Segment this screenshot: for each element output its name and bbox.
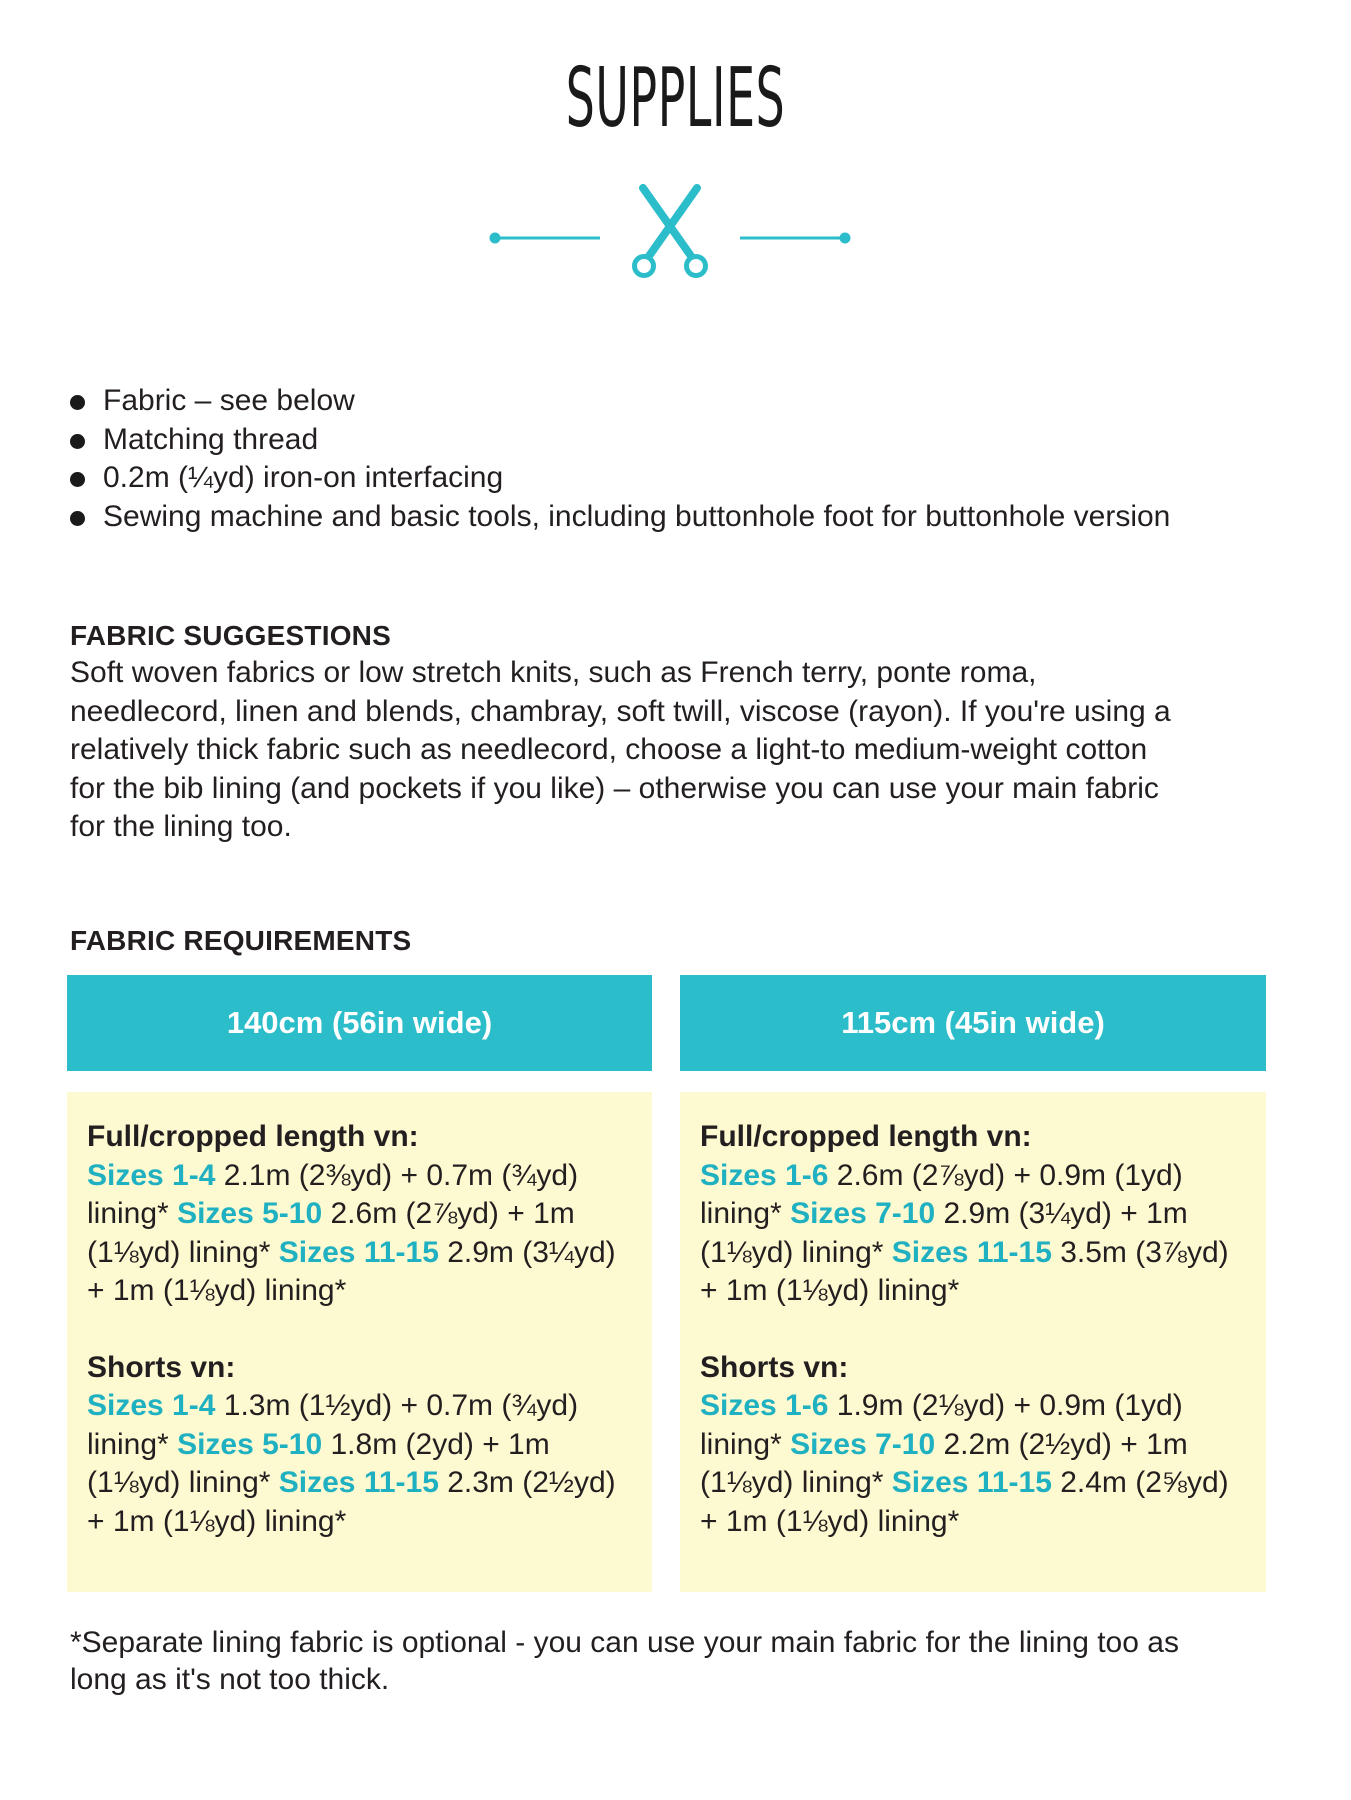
list-item-text: Fabric – see below	[103, 384, 355, 417]
divider-left-line	[490, 233, 601, 244]
requirements-box-140cm	[67, 1092, 652, 1592]
size-label: Sizes 11-15	[278, 1466, 439, 1499]
requirement-line	[87, 1195, 630, 1234]
requirement-text: 3.5m (3⅞yd)	[1051, 1235, 1229, 1269]
requirement-text: lining*	[700, 1197, 791, 1230]
requirement-line	[700, 1157, 1244, 1196]
requirement-text: + 1m (1⅛yd) lining*	[700, 1504, 960, 1538]
size-label: Sizes 5-10	[177, 1427, 323, 1461]
bullet-icon	[70, 472, 85, 487]
size-label: Sizes 1-6	[700, 1389, 829, 1422]
requirement-line	[700, 1464, 1244, 1503]
page-title: SUPPLIES	[565, 51, 786, 146]
requirement-text: + 1m (1⅛yd) lining*	[87, 1504, 347, 1538]
requirement-line	[700, 1272, 1244, 1311]
requirement-text: 2.4m (2⅝yd)	[1051, 1466, 1229, 1499]
list-item-text: Sewing machine and basic tools, including buttonhole foot for buttonhole version	[103, 499, 1171, 533]
requirement-text: lining*	[700, 1427, 791, 1461]
fabric-requirements-heading: FABRIC REQUIREMENTS	[70, 925, 412, 956]
requirement-text: (1⅛yd) lining*	[700, 1235, 892, 1269]
list-item	[70, 498, 1170, 537]
requirement-line	[700, 1234, 1244, 1273]
requirement-text: (1⅛yd) lining*	[87, 1235, 279, 1269]
requirement-text: lining*	[87, 1197, 178, 1230]
size-label: Sizes 11-15	[891, 1235, 1052, 1269]
text-line: Soft woven fabrics or low stretch knits, such as French terry, ponte roma,	[70, 656, 1037, 689]
requirement-line	[87, 1426, 630, 1465]
column-header-140cm: 140cm (56in wide)	[67, 975, 652, 1071]
requirement-text: 2.9m (3¼yd) + 1m	[935, 1197, 1188, 1230]
version-title: Full/cropped length vn:	[700, 1120, 1032, 1153]
requirement-line	[700, 1426, 1244, 1465]
requirement-text: lining*	[87, 1427, 178, 1461]
scissors-icon	[635, 188, 706, 276]
requirement-text: 2.3m (2½yd)	[438, 1466, 616, 1499]
text-line: relatively thick fabric such as needlecord, choose a light-to medium-weight cotton	[70, 733, 1148, 766]
bullet-icon	[70, 434, 85, 449]
column-header-115cm: 115cm (45in wide)	[680, 975, 1266, 1071]
requirement-text: + 1m (1⅛yd) lining*	[87, 1274, 347, 1307]
text-line: needlecord, linen and blends, chambray, soft twill, viscose (rayon). If you're using a	[70, 694, 1171, 728]
requirement-line	[700, 1503, 1244, 1542]
requirement-line	[700, 1387, 1244, 1426]
fabric-suggestions-text	[70, 654, 1270, 847]
requirement-text: (1⅛yd) lining*	[700, 1466, 892, 1499]
requirement-text: 1.8m (2yd) + 1m	[322, 1427, 550, 1461]
scissors-divider	[480, 180, 860, 290]
requirement-text: + 1m (1⅛yd) lining*	[700, 1274, 960, 1307]
text-line: for the bib lining (and pockets if you like) – otherwise you can use your main fabric	[70, 771, 1159, 805]
bullet-icon	[70, 395, 85, 410]
requirement-text: 1.9m (2⅛yd) + 0.9m (1yd)	[828, 1389, 1183, 1422]
list-item	[70, 459, 1170, 498]
requirement-line	[700, 1195, 1244, 1234]
size-label: Sizes 5-10	[177, 1197, 323, 1230]
bullet-icon	[70, 511, 85, 526]
requirement-text: 2.2m (2½yd) + 1m	[935, 1427, 1188, 1461]
requirement-line	[87, 1272, 630, 1311]
requirement-line	[87, 1157, 630, 1196]
requirement-line	[87, 1464, 630, 1503]
version-title: Shorts vn:	[700, 1350, 849, 1384]
list-item-text: Matching thread	[103, 422, 319, 456]
text-line: for the lining too.	[70, 810, 292, 843]
requirement-text: 2.9m (3¼yd)	[438, 1235, 616, 1269]
section-gap	[700, 1311, 1244, 1349]
size-label: Sizes 1-4	[87, 1389, 216, 1422]
requirement-line	[87, 1503, 630, 1542]
size-label: Sizes 7-10	[790, 1427, 936, 1461]
requirements-box-115cm	[680, 1092, 1266, 1592]
section-gap	[87, 1311, 630, 1349]
size-label: Sizes 11-15	[278, 1235, 439, 1269]
list-item-text: 0.2m (¼yd) iron-on interfacing	[103, 461, 504, 494]
version-title: Full/cropped length vn:	[87, 1120, 419, 1153]
size-label: Sizes 1-4	[87, 1158, 216, 1192]
footnote-line: long as it's not too thick.	[70, 1663, 390, 1696]
footnote-line: *Separate lining fabric is optional - you can use your main fabric for the lining too as	[70, 1626, 1179, 1659]
size-label: Sizes 11-15	[891, 1466, 1052, 1499]
requirement-line	[87, 1387, 630, 1426]
requirement-text: (1⅛yd) lining*	[87, 1466, 279, 1499]
requirement-text: 2.6m (2⅞yd) + 1m	[322, 1197, 575, 1230]
version-title: Shorts vn:	[87, 1350, 236, 1384]
fabric-suggestions-heading: FABRIC SUGGESTIONS	[70, 620, 391, 651]
list-item	[70, 382, 1170, 421]
requirement-line	[87, 1234, 630, 1273]
requirement-text: 2.6m (2⅞yd) + 0.9m (1yd)	[828, 1158, 1183, 1192]
size-label: Sizes 1-6	[700, 1158, 829, 1192]
size-label: Sizes 7-10	[790, 1197, 936, 1230]
divider-right-line	[740, 233, 851, 244]
list-item	[70, 421, 1170, 460]
footnote	[70, 1624, 1270, 1698]
requirement-text: 1.3m (1½yd) + 0.7m (¾yd)	[215, 1389, 579, 1422]
requirement-text: 2.1m (2⅜yd) + 0.7m (¾yd)	[215, 1158, 579, 1192]
supplies-list	[70, 382, 1170, 536]
